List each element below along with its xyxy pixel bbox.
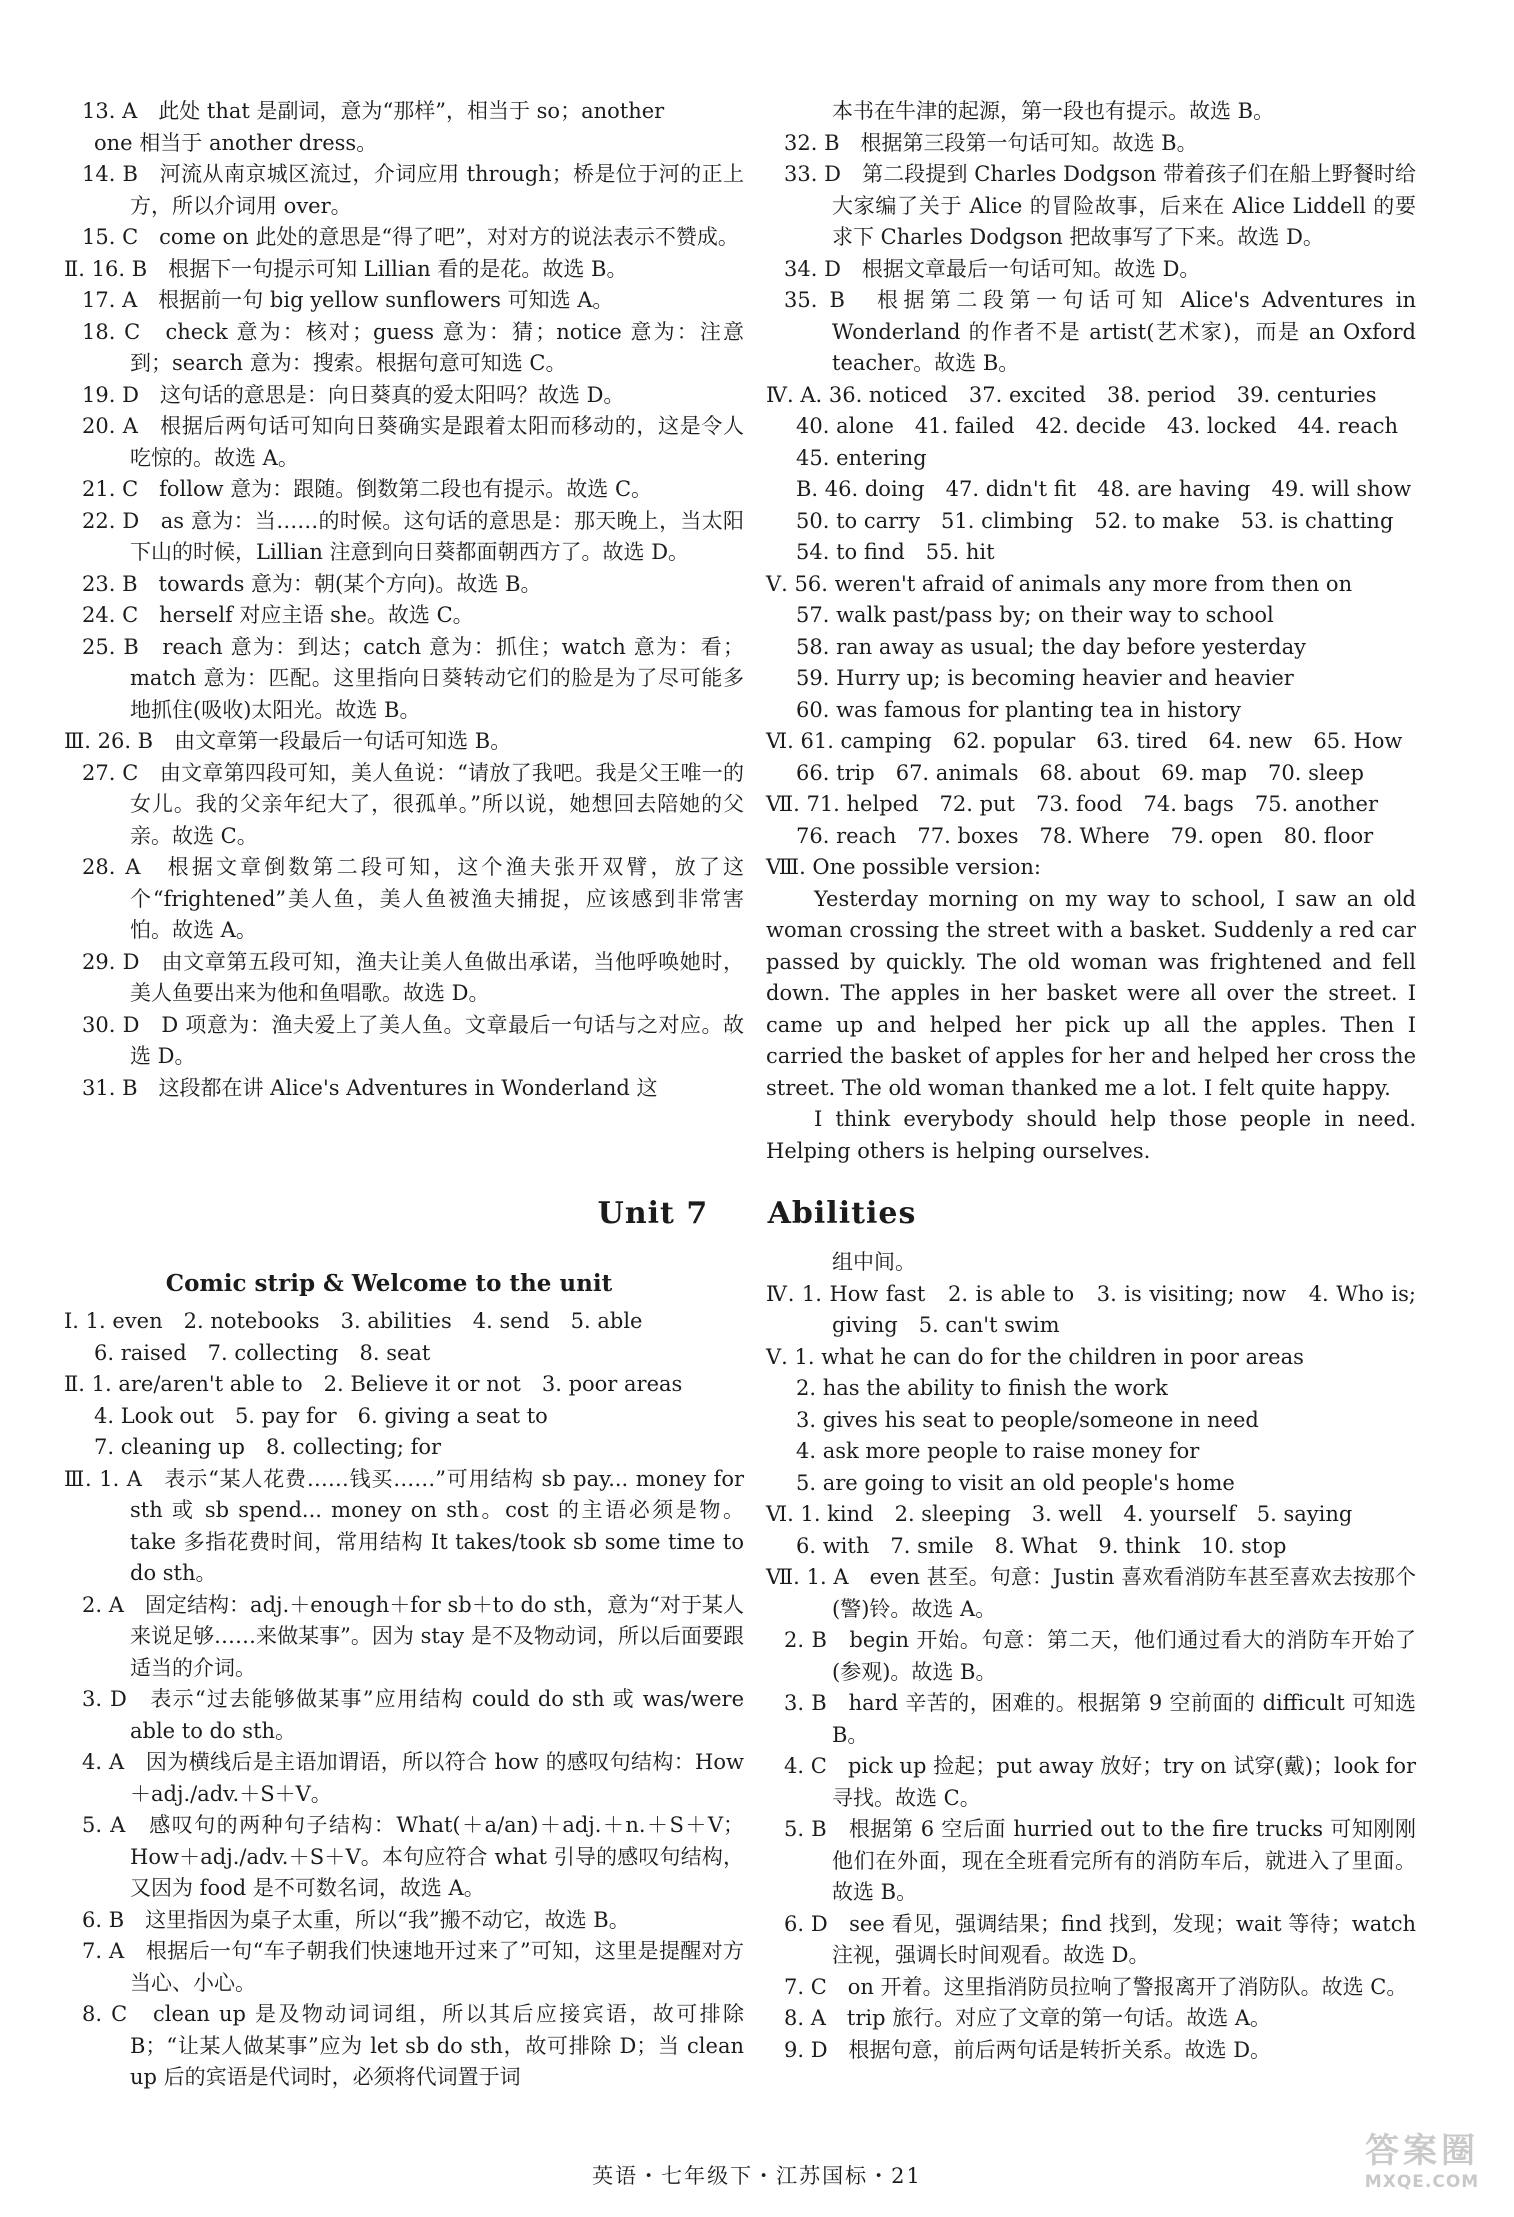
answer-item: 9. D 根据句意，前后两句话是转折关系。故选 D。 xyxy=(784,2037,1272,2062)
answer-item: 45. entering xyxy=(796,445,927,470)
answer-item: 76. reach 77. boxes 78. Where 79. open 80. floor xyxy=(796,823,1374,848)
answer-item: one 相当于 another dress。 xyxy=(94,130,378,155)
answer-item: Ⅱ. 16. B 根据下一句提示可知 Lillian 看的是花。故选 B。 xyxy=(64,256,628,281)
unit-heading xyxy=(0,1196,1514,1231)
answer-item: Ⅲ. 26. B 由文章第一段最后一句话可知选 B。 xyxy=(64,729,512,753)
answer-item: 60. was famous for planting tea in history xyxy=(796,697,1241,722)
answer-item: 4. A 因为横线后是主语加谓语，所以符合 how 的感叹句结构：How＋adj./adv.＋S＋V。 xyxy=(82,1750,744,1806)
answer-item: 3. gives his seat to people/someone in need xyxy=(796,1407,1259,1432)
watermark-url: MXQE.COM xyxy=(1364,2172,1480,2192)
answer-item: 8. C clean up 是及物动词词组，所以其后应接宾语，故可排除 B；“让某人做某事”应为 let sb do sth，故可排除 D；当 clean up 后的宾语是代词时，必须将代词置于词 xyxy=(82,2002,744,2089)
answer-item: 23. B towards 意为：朝(某个方向)。故选 B。 xyxy=(82,571,542,596)
top-left-column xyxy=(64,96,744,1104)
watermark-logo xyxy=(1348,2132,1496,2200)
answer-item: 18. C check 意为：核对；guess 意为：猜；notice 意为：注意到；search 意为：搜索。根据句意可知选 C。 xyxy=(82,319,744,375)
top-right-column xyxy=(766,96,1433,1167)
unit-name: Abilities xyxy=(767,1196,917,1231)
answer-item: 35. B 根据第二段第一句话可知 Alice's Adventures in Wonderland 的作者不是 artist(艺术家)，而是 an Oxford teacher。故选 B。 xyxy=(784,288,1416,375)
answer-item: 7. cleaning up 8. collecting; for xyxy=(94,1435,442,1459)
answer-item: Ⅴ. 1. what he can do for the children in poor areas xyxy=(766,1344,1304,1369)
answer-item: 31. B 这段都在讲 Alice's Adventures in Wonderland 这 xyxy=(82,1075,658,1100)
answer-item: 20. A 根据后两句话可知向日葵确实是跟着太阳而移动的，这是令人吃惊的。故选 A。 xyxy=(82,414,744,470)
essay-paragraph: I think everybody should help those people in need. Helping others is helping ourselves. xyxy=(766,1107,1416,1163)
unit-number: Unit 7 xyxy=(597,1196,709,1231)
answer-item: 3. B hard 辛苦的，困难的。根据第 9 空前面的 difficult 可知选 B。 xyxy=(784,1691,1416,1747)
answer-item: Ⅵ. 61. camping 62. popular 63. tired 64. new 65. How xyxy=(766,729,1403,753)
answer-item: 2. A 固定结构：adj.＋enough＋for sb＋to do sth，意为“对于某人来说足够……来做某事”。因为 stay 是不及物动词，所以后面要跟适当的介词。 xyxy=(82,1592,744,1680)
answer-item: 2. has the ability to finish the work xyxy=(796,1376,1168,1400)
answer-item: Ⅳ. 1. How fast 2. is able to 3. is visiting; now 4. Who is; giving 5. can't swim xyxy=(766,1281,1416,1337)
answer-item: B. 46. doing 47. didn't fit 48. are having 49. will show 50. to carry 51. climbing 52. to make 53. is chatting 54. to find 55. hit xyxy=(796,477,1433,564)
answer-item: 57. walk past/pass by; on their way to school xyxy=(796,603,1274,627)
answer-item: 4. Look out 5. pay for 6. giving a seat to xyxy=(94,1403,548,1428)
answer-item: 4. ask more people to raise money for xyxy=(796,1439,1200,1463)
answer-item: 5. are going to visit an old people's home xyxy=(796,1470,1235,1495)
answer-item: 6. with 7. smile 8. What 9. think 10. stop xyxy=(796,1533,1287,1558)
answer-item: Ⅵ. 1. kind 2. sleeping 3. well 4. yourself 5. saying xyxy=(766,1502,1353,1526)
answer-item: 58. ran away as usual; the day before yesterday xyxy=(796,634,1306,659)
answer-item: 19. D 这句话的意思是：向日葵真的爱太阳吗？故选 D。 xyxy=(82,382,625,407)
section-subheading: Comic strip & Welcome to the unit xyxy=(165,1270,613,1297)
answer-item: Ⅱ. 1. are/aren't able to 2. Believe it or not 3. poor areas xyxy=(64,1372,683,1396)
answer-item: 7. C on 开着。这里指消防员拉响了警报离开了消防队。故选 C。 xyxy=(784,1974,1408,1999)
answer-item: 30. D D 项意为：渔夫爱上了美人鱼。文章最后一句话与之对应。故选 D。 xyxy=(82,1012,744,1068)
answer-item: 40. alone 41. failed 42. decide 43. locked 44. reach xyxy=(796,414,1398,438)
answer-item: 21. C follow 意为：跟随。倒数第二段也有提示。故选 C。 xyxy=(82,477,653,501)
answer-item: 8. A trip 旅行。对应了文章的第一句话。故选 A。 xyxy=(784,2006,1272,2030)
answer-item: Ⅷ. One possible version: xyxy=(766,855,1041,879)
answer-item: 28. A 根据文章倒数第二段可知，这个渔夫张开双臂，放了这个“frightened”美人鱼，美人鱼被渔夫捕捉，应该感到非常害怕。故选 A。 xyxy=(82,855,744,942)
answer-item: 本书在牛津的起源，第一段也有提示。故选 B。 xyxy=(832,99,1275,123)
answer-item: 15. C come on 此处的意思是“得了吧”，对对方的说法表示不赞成。 xyxy=(82,225,739,249)
answer-item: 59. Hurry up; is becoming heavier and heavier xyxy=(796,666,1294,690)
bottom-right-column xyxy=(766,1247,1416,2066)
answer-item: 3. D 表示“过去能够做某事”应用结构 could do sth 或 was/were able to do sth。 xyxy=(82,1687,744,1743)
answer-item: 5. A 感叹句的两种句子结构：What(＋a/an)＋adj.＋n.＋S＋V；How＋adj./adv.＋S＋V。本句应符合 what 引导的感叹句结构，又因为 food 是不可数名词，故选 A。 xyxy=(82,1813,744,1900)
page-footer: 英语・七年级下・江苏国标・21 xyxy=(592,2164,922,2188)
answer-item: 6. raised 7. collecting 8. seat xyxy=(94,1340,431,1365)
answer-item: 25. B reach 意为：到达；catch 意为：抓住；watch 意为：看；match 意为：匹配。这里指向日葵转动它们的脸是为了尽可能多地抓住(吸收)太阳光。故选 B。 xyxy=(82,634,744,722)
answer-item: 5. B 根据第 6 空后面 hurried out to the fire trucks 可知刚刚他们在外面，现在全班看完所有的消防车后，就进入了里面。故选 B。 xyxy=(784,1817,1416,1904)
answer-item: Ⅰ. 1. even 2. notebooks 3. abilities 4. send 5. able xyxy=(64,1309,643,1333)
answer-item: 7. A 根据后一句“车子朝我们快速地开过来了”可知，这里是提醒对方当心、小心。 xyxy=(82,1939,744,1995)
answer-item: 17. A 根据前一句 big yellow sunflowers 可知选 A。 xyxy=(82,288,614,312)
answer-item: 29. D 由文章第五段可知，渔夫让美人鱼做出承诺，当他呼唤她时，美人鱼要出来为他和鱼唱歌。故选 D。 xyxy=(82,949,744,1005)
answer-item: 6. D see 看见，强调结果；find 找到，发现；wait 等待；watch 注视，强调长时间观看。故选 D。 xyxy=(784,1911,1416,1967)
answer-item: Ⅶ. 71. helped 72. put 73. food 74. bags 75. another xyxy=(766,792,1379,816)
answer-item: 组中间。 xyxy=(832,1250,916,1274)
answer-item: 4. C pick up 捡起；put away 放好；try on 试穿(戴)；look for 寻找。故选 C。 xyxy=(784,1754,1416,1810)
answer-item: 14. B 河流从南京城区流过，介词应用 through；桥是位于河的正上方，所以介词用 over。 xyxy=(82,162,744,218)
bottom-left-column xyxy=(64,1306,744,2094)
answer-item: Ⅴ. 56. weren't afraid of animals any more from then on xyxy=(766,571,1353,596)
answer-item: 22. D as 意为：当……的时候。这句话的意思是：那天晚上，当太阳下山的时候，Lillian 注意到向日葵都面朝西方了。故选 D。 xyxy=(82,508,744,564)
answer-item: Ⅳ. A. 36. noticed 37. excited 38. period 39. centuries xyxy=(766,382,1377,407)
answer-item: 6. B 这里指因为桌子太重，所以“我”搬不动它，故选 B。 xyxy=(82,1907,630,1932)
answer-item: 13. A 此处 that 是副词，意为“那样”，相当于 so；another xyxy=(82,99,665,123)
watermark-text: 答案圈 xyxy=(1365,2131,1479,2171)
answer-item: 33. D 第二段提到 Charles Dodgson 带着孩子们在船上野餐时给大家编了关于 Alice 的冒险故事，后来在 Alice Liddell 的要求下 Charles Dodgson 把故事写了下来。故选 D。 xyxy=(784,162,1416,249)
answer-item: 24. C herself 对应主语 she。故选 C。 xyxy=(82,603,474,627)
answer-item: 2. B begin 开始。句意：第二天，他们通过看大的消防车开始了(参观)。故选 B。 xyxy=(784,1628,1416,1684)
answer-item: 32. B 根据第三段第一句话可知。故选 B。 xyxy=(784,130,1198,155)
answer-item: 66. trip 67. animals 68. about 69. map 70. sleep xyxy=(796,760,1364,785)
essay-paragraph: Yesterday morning on my way to school, I saw an old woman crossing the street with a basket. Suddenly a red car passed by quickly. The old woman was frightened and fell down. The apples in her basket were all over the street. I came up and helped her pick up all the apples. Then I carried the basket of apples for her and helped her cross the street. The old woman thanked me a lot. I felt quite happy. xyxy=(766,886,1416,1100)
answer-item: Ⅶ. 1. A even 甚至。句意：Justin 喜欢看消防车甚至喜欢去按那个(警)铃。故选 A。 xyxy=(766,1565,1416,1621)
answer-item: Ⅲ. 1. A 表示“某人花费……钱买……”可用结构 sb pay... money for sth 或 sb spend... money on sth。cost 的主语必须是物。take 多指花费时间，常用结构 It takes/took sb some time to do sth。 xyxy=(64,1466,744,1585)
answer-item: 27. C 由文章第四段可知，美人鱼说：“请放了我吧。我是父王唯一的女儿。我的父亲年纪大了，很孤单。”所以说，她想回去陪她的父亲。故选 C。 xyxy=(82,760,744,848)
answer-item: 34. D 根据文章最后一句话可知。故选 D。 xyxy=(784,256,1201,281)
